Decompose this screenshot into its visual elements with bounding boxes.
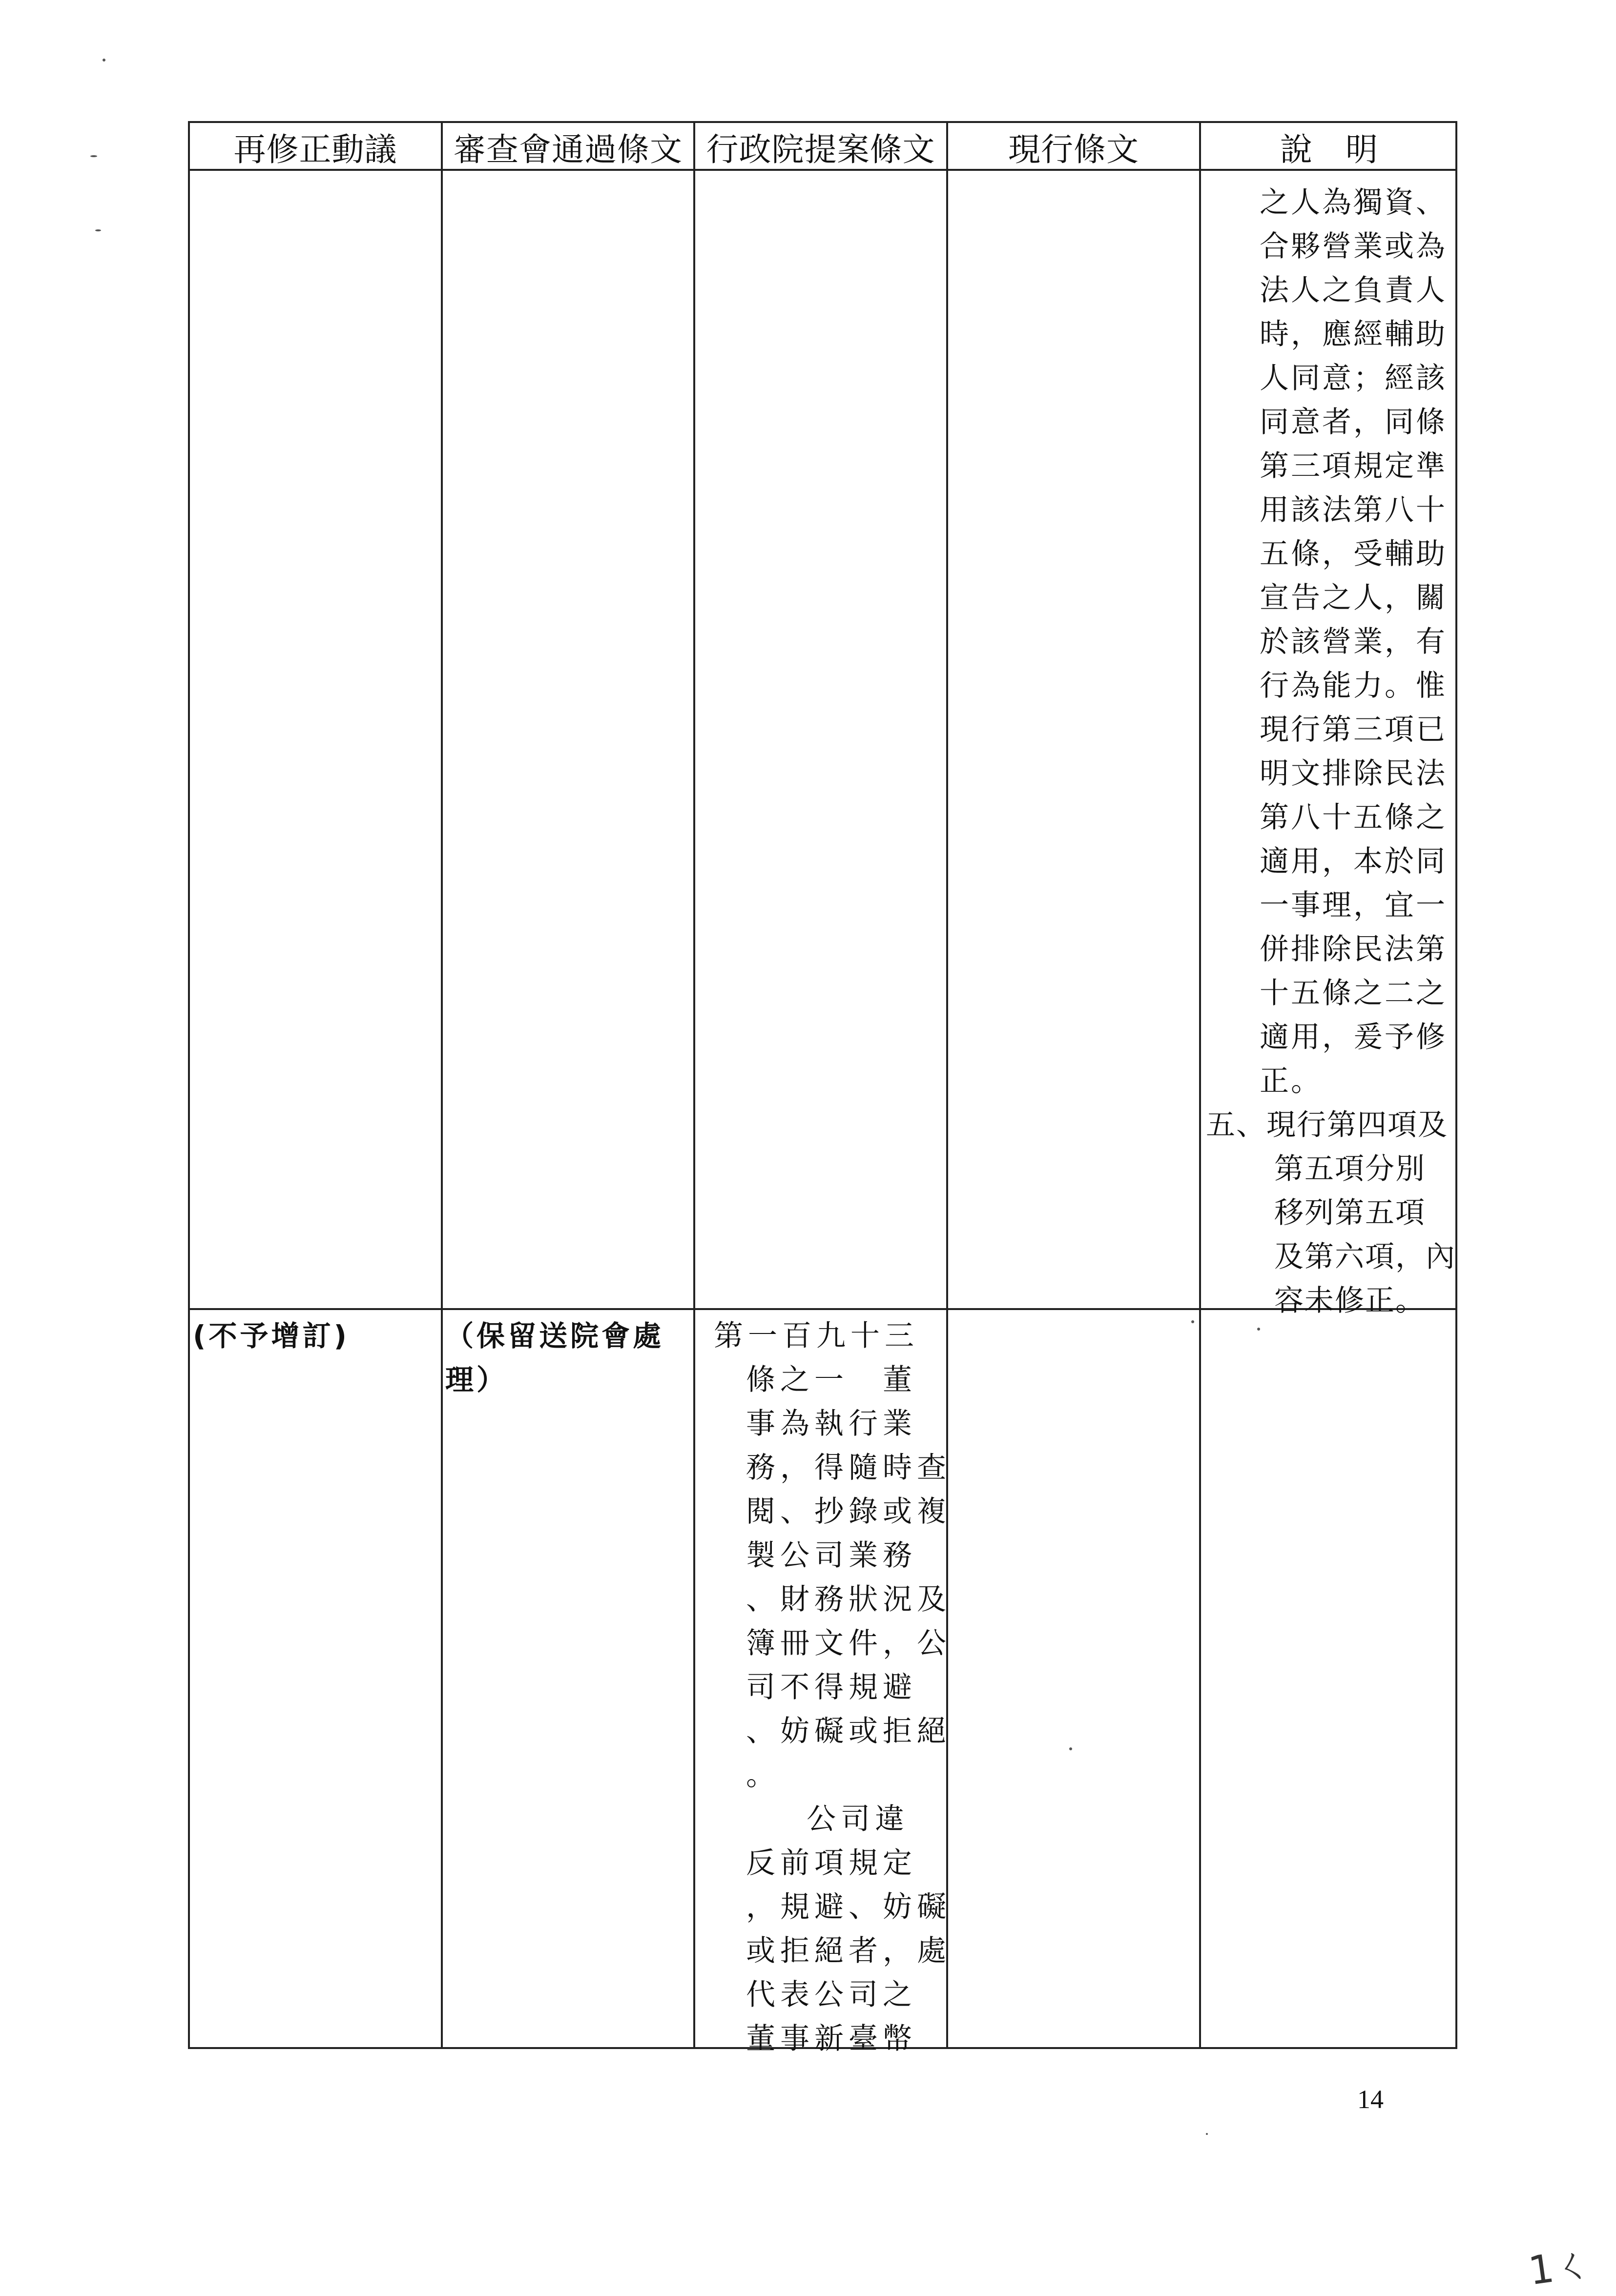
explanation-line: 明文排除民法 [1260,757,1447,791]
explanation-line: 行為能力。惟 [1260,669,1447,703]
scan-speck [1069,1747,1072,1750]
header-explanation: 說 明 [1280,130,1378,168]
explanation-line: 一事理，宜一 [1260,888,1447,922]
scan-speck [95,229,101,231]
scan-speck [103,59,105,62]
explanation-item-5 [1206,1103,1456,1323]
column-divider [441,121,443,2049]
motion-not-added: (不予增訂) [193,1319,350,1353]
review-line: （保留送院會處 [445,1319,664,1353]
explanation-line: 之人為獨資、 [1260,185,1447,220]
proposal-line: 司不得規避 [746,1670,917,1704]
proposal-line: 、妨礙或拒絕 [746,1714,951,1748]
explanation-line: 時，應經輔助 [1260,317,1447,351]
explanation-line: 五、現行第四項及 [1206,1108,1448,1142]
explanation-line: 第八十五條之 [1260,800,1447,835]
header-current-text: 現行條文 [1008,130,1139,168]
page-number: 14 [1357,2085,1384,2114]
review-reserved [445,1314,664,1402]
explanation-line: 適用，爰予修 [1260,1020,1447,1054]
header-proposal-text: 行政院提案條文 [706,130,935,168]
proposal-line: 製公司業務 [746,1538,917,1573]
explanation-row1 [1260,181,1447,1103]
explanation-line: 同意者，同條 [1260,405,1447,439]
explanation-line: 於該營業，有 [1260,625,1447,659]
explanation-line: 移列第五項 [1274,1196,1426,1230]
proposal-line: 代表公司之 [746,1978,917,2012]
explanation-line: 適用，本於同 [1260,844,1447,879]
explanation-line: 第三項規定準 [1260,449,1447,483]
proposal-line: 務，得隨時查 [746,1451,951,1485]
explanation-line: 容未修正。 [1274,1284,1426,1318]
proposal-line: 。 [746,1758,780,1792]
proposal-line: 條之一 董 [746,1363,917,1397]
scan-speck [1206,2133,1208,2135]
scan-speck [90,155,97,157]
explanation-line: 現行第三項已 [1260,713,1447,747]
explanation-line: 及第六項，內 [1274,1240,1456,1274]
explanation-line: 正。 [1260,1064,1322,1098]
explanation-line: 法人之負責人 [1260,273,1447,308]
proposal-line: 董事新臺幣 [746,2022,917,2056]
column-divider [693,121,695,2049]
proposal-line: ，規避、妨礙 [746,1890,951,1924]
explanation-line: 宣告之人，關 [1260,581,1447,615]
explanation-line: 人同意；經該 [1260,361,1447,395]
proposal-article-193-1 [714,1314,951,2061]
review-line: 理） [445,1363,508,1396]
proposal-line: 事為執行業 [746,1407,917,1441]
proposal-line: 第一百九十三 [714,1319,919,1353]
explanation-line: 五條，受輔助 [1260,537,1447,571]
header-review-text: 審查會通過條文 [454,130,683,168]
proposal-line: 、財務狀況及 [746,1582,951,1617]
proposal-line: 反前項規定 [746,1846,917,1880]
proposal-line: 閱、抄錄或複 [746,1495,951,1529]
proposal-line: 公司違 [807,1802,909,1836]
explanation-line: 十五條之二之 [1260,976,1447,1010]
header-motion: 再修正動議 [233,130,397,168]
proposal-line: 或拒絕者，處 [746,1934,951,1968]
column-divider [1199,121,1201,2049]
explanation-line: 用該法第八十 [1260,493,1447,527]
explanation-line: 第五項分別 [1274,1152,1426,1186]
handwritten-mark: 1ㄑ [1526,2240,1595,2294]
explanation-line: 合夥營業或為 [1260,229,1447,264]
explanation-line: 併排除民法第 [1260,932,1447,966]
scan-speck [1257,1328,1260,1331]
scan-speck [1191,1320,1194,1323]
proposal-line: 簿冊文件，公 [746,1626,951,1660]
